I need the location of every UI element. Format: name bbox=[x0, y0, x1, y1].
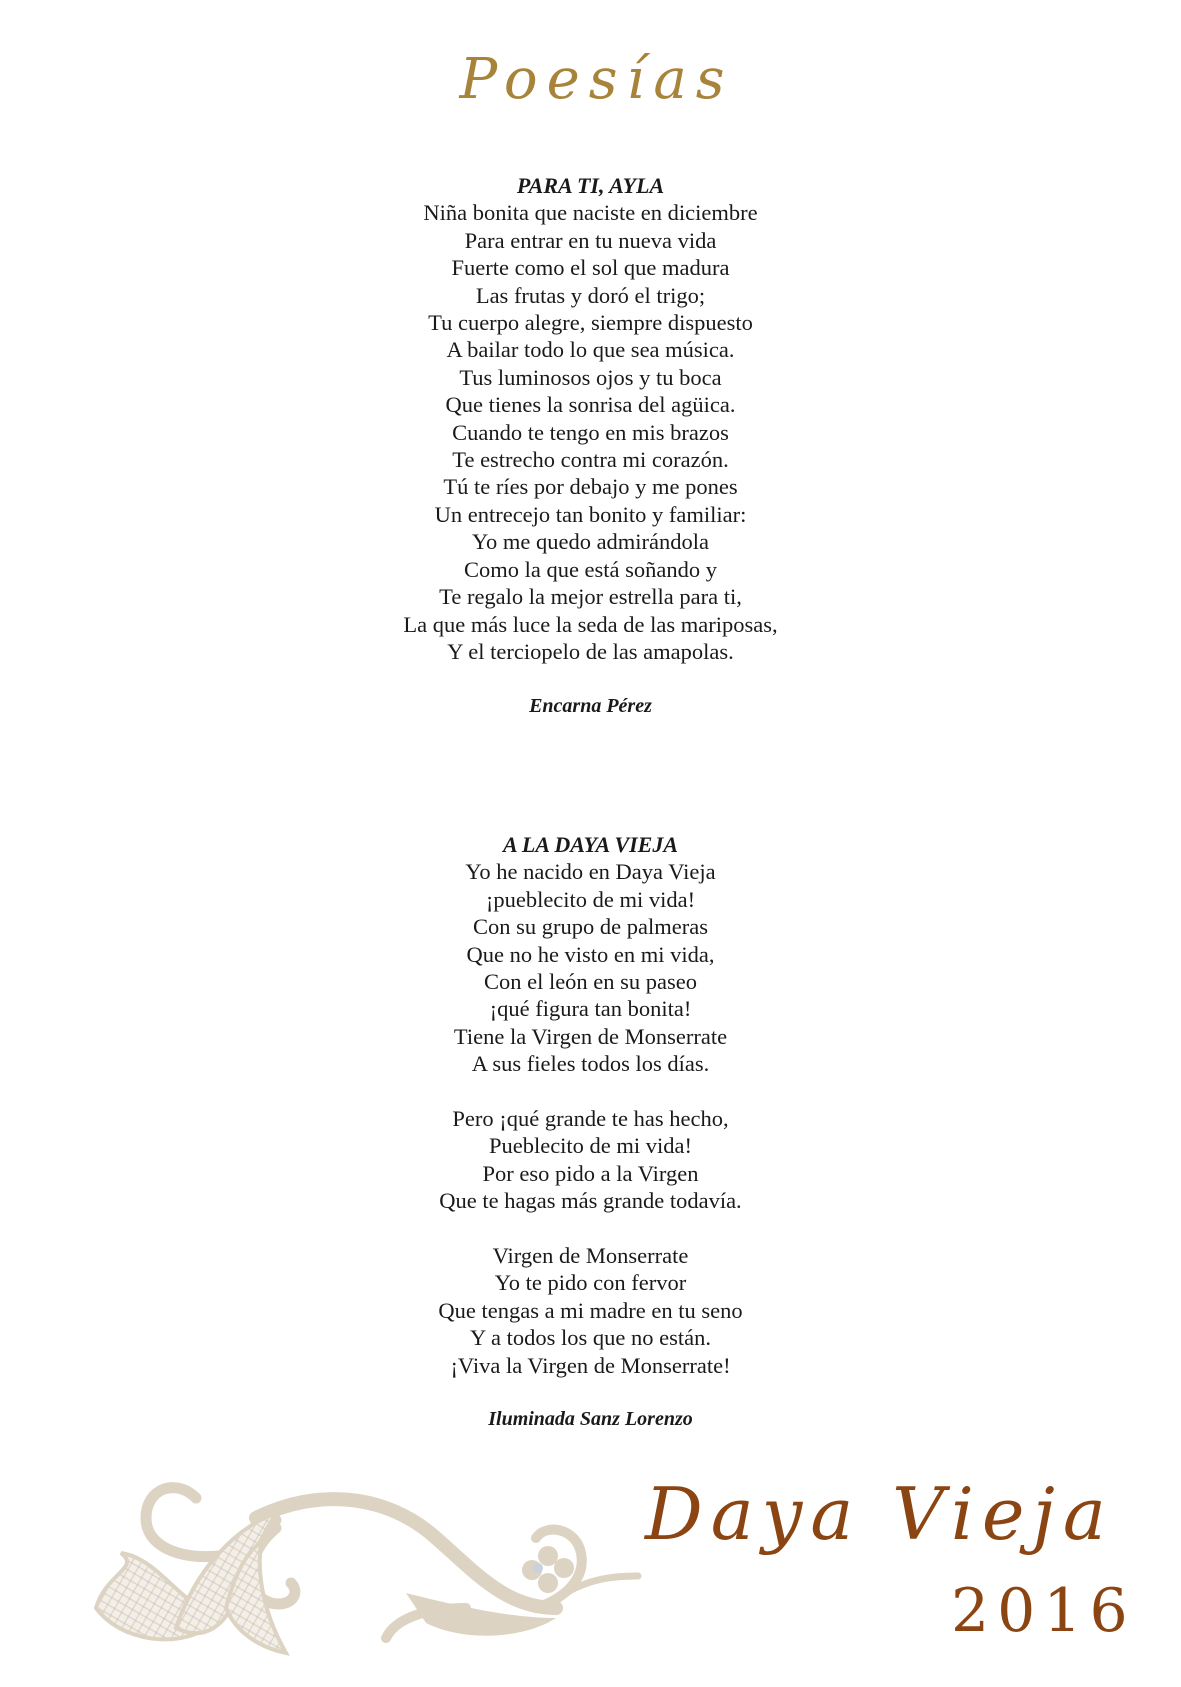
poem-line: Y el terciopelo de las amapolas. bbox=[447, 638, 734, 664]
poem-line: Te regalo la mejor estrella para ti, bbox=[439, 584, 742, 610]
poem-a-la-daya-vieja bbox=[0, 831, 1181, 1434]
poem-line: Las frutas y doró el trigo; bbox=[475, 282, 706, 308]
poem-stanza bbox=[0, 199, 1181, 665]
poem-line: Tú te ríes por debajo y me pones bbox=[443, 474, 738, 500]
poem-line: Tiene la Virgen de Monserrate bbox=[453, 1023, 728, 1049]
poem-line: ¡qué figura tan bonita! bbox=[489, 996, 692, 1022]
poem-line: A sus fieles todos los días. bbox=[471, 1051, 710, 1077]
poem-line: La que más luce la seda de las mariposas, bbox=[403, 611, 778, 637]
poem-line: Tu cuerpo alegre, siempre dispuesto bbox=[428, 310, 753, 336]
poem-author: Encarna Pérez bbox=[529, 694, 652, 717]
poem-para-ti-ayla bbox=[0, 172, 1181, 720]
poem-line: Con su grupo de palmeras bbox=[473, 914, 708, 940]
brand-name: Daya Vieja bbox=[645, 1472, 1114, 1556]
lace-floral-ornament-icon bbox=[86, 1458, 642, 1658]
poem-line: Que tienes la sonrisa del agüica. bbox=[445, 392, 736, 418]
poem-line: Pero ¡qué grande te has hecho, bbox=[452, 1106, 729, 1132]
poem-line: Y a todos los que no están. bbox=[469, 1325, 711, 1351]
poem-line: Pueblecito de mi vida! bbox=[488, 1133, 693, 1159]
brand-year: 2016 bbox=[951, 1576, 1136, 1646]
poem-line: Que tengas a mi madre en tu seno bbox=[438, 1297, 743, 1323]
poem-line: Virgen de Monserrate bbox=[492, 1243, 689, 1269]
poem-stanza bbox=[0, 858, 1181, 1077]
poem-stanza bbox=[0, 1105, 1181, 1215]
poem-line: Por eso pido a la Virgen bbox=[482, 1160, 699, 1186]
brand-logo bbox=[645, 1472, 1136, 1646]
poem-line: Un entrecejo tan bonito y familiar: bbox=[434, 501, 747, 527]
poem-line: Yo me quedo admirándola bbox=[471, 529, 710, 555]
poem-title: A LA DAYA VIEJA bbox=[502, 832, 679, 857]
poem-line: Que te hagas más grande todavía. bbox=[439, 1188, 742, 1214]
poem-line: Con el león en su paseo bbox=[483, 969, 698, 995]
poem-line: Yo te pido con fervor bbox=[494, 1270, 687, 1296]
poem-line: Como la que está soñando y bbox=[463, 556, 718, 582]
poem-line: A bailar todo lo que sea música. bbox=[446, 337, 735, 363]
poem-line: Que no he visto en mi vida, bbox=[466, 941, 715, 967]
poem-line: Para entrar en tu nueva vida bbox=[464, 227, 717, 253]
poem-line: Fuerte como el sol que madura bbox=[451, 255, 730, 281]
poem-stanza bbox=[0, 1242, 1181, 1379]
poem-line: ¡Viva la Virgen de Monserrate! bbox=[450, 1352, 731, 1378]
poem-line: Tus luminosos ojos y tu boca bbox=[459, 364, 722, 390]
poem-author: Iluminada Sanz Lorenzo bbox=[488, 1408, 693, 1431]
poem-title: PARA TI, AYLA bbox=[516, 173, 665, 198]
poem-line: Yo he nacido en Daya Vieja bbox=[465, 859, 716, 885]
poem-line: Niña bonita que naciste en diciembre bbox=[423, 200, 758, 226]
poem-line: ¡pueblecito de mi vida! bbox=[485, 886, 696, 912]
poem-line: Te estrecho contra mi corazón. bbox=[452, 447, 729, 473]
poem-line: Cuando te tengo en mis brazos bbox=[452, 419, 729, 445]
page-title: Poesías bbox=[459, 47, 734, 112]
